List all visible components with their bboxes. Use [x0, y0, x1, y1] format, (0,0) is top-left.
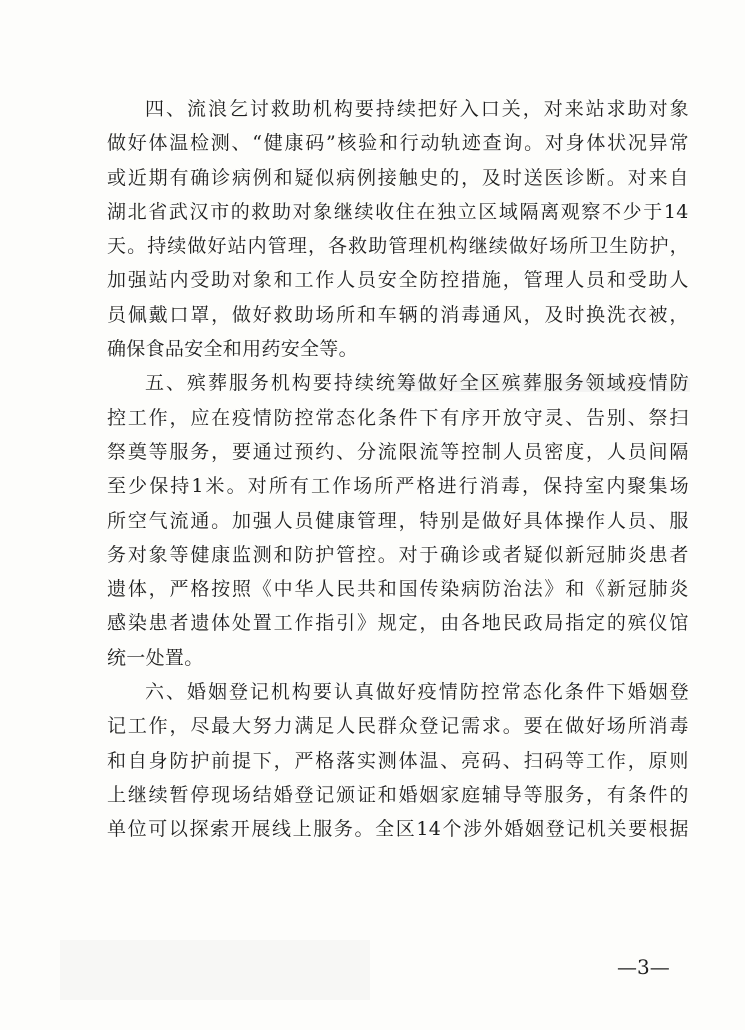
text-line: 做 好 体 温 检 测 、 “ 健 康 码 ” 核 验 和 行 动 轨 迹 查 询 。 对 身 体 状 况 异 常 [107, 132, 689, 155]
text-line: 遗 体 ， 严 格 按 照 《 中 华 人 民 共 和 国 传 染 病 防 治 法 》 和 《 新 冠 肺 炎 [107, 578, 689, 601]
text-line: 六 、 婚 姻 登 记 机 构 要 认 真 做 好 疫 情 防 控 常 态 化 条 件 下 婚 姻 登 [145, 681, 689, 704]
page-number: —3— [617, 955, 670, 979]
text-line: 至 少 保 持 1 米 。 对 所 有 工 作 场 所 严 格 进 行 消 毒 ， 保 持 室 内 聚 集 场 [107, 475, 689, 498]
text-line: 四 、 流 浪 乞 讨 救 助 机 构 要 持 续 把 好 入 口 关 ， 对 来 站 求 助 对 象 [145, 98, 689, 120]
text-line: 或 近 期 有 确 诊 病 例 和 疑 似 病 例 接 触 史 的 ， 及 时 送 医 诊 断 。 对 来 自 [107, 166, 689, 189]
show-through-mark [60, 940, 370, 1000]
text-line: 统一处置。 [107, 646, 204, 669]
text-line: 五 、 殡 葬 服 务 机 构 要 持 续 统 筹 做 好 全 区 殡 葬 服 务 领 域 疫 情 防 [145, 372, 689, 395]
paragraph [107, 92, 689, 366]
text-line: 祭 奠 等 服 务 ， 要 通 过 预 约 、 分 流 限 流 等 控 制 人 员 密 度 ， 人 员 间 隔 [107, 440, 689, 463]
text-line: 员 佩 戴 口 罩 ， 做 好 救 助 场 所 和 车 辆 的 消 毒 通 风 ， 及 时 换 洗 衣 被 ， [107, 303, 689, 326]
text-line: 感 染 患 者 遗 体 处 置 工 作 指 引 》 规 定 ， 由 各 地 民 政 局 指 定 的 殡 仪 馆 [107, 612, 689, 635]
text-line: 所 空 气 流 通 。 加 强 人 员 健 康 管 理 ， 特 别 是 做 好 具 体 操 作 人 员 、 服 [107, 509, 689, 532]
text-line: 上 继 续 暂 停 现 场 结 婚 登 记 颁 证 和 婚 姻 家 庭 辅 导 等 服 务 ， 有 条 件 的 [107, 783, 689, 806]
paragraph [107, 675, 689, 846]
text-line: 单 位 可 以 探 索 开 展 线 上 服 务 。 全 区 14 个 涉 外 婚 姻 登 记 机 关 要 根 据 [107, 818, 689, 841]
text-line: 和 自 身 防 护 前 提 下 ， 严 格 落 实 测 体 温 、 亮 码 、 扫 码 等 工 作 ， 原 则 [107, 749, 689, 772]
document-body [107, 92, 689, 847]
text-line: 控 工 作 ， 应 在 疫 情 防 控 常 态 化 条 件 下 有 序 开 放 守 灵 、 告 别 、 祭 扫 [107, 406, 689, 429]
paragraph [107, 366, 689, 675]
text-line: 湖 北 省 武 汉 市 的 救 助 对 象 继 续 收 住 在 独 立 区 域 隔 离 观 察 不 少 于 14 [107, 200, 689, 223]
text-line: 确保食品安全和用药安全等。 [107, 338, 358, 361]
text-line: 记 工 作 ， 尽 最 大 努 力 满 足 人 民 群 众 登 记 需 求 。 要 在 做 好 场 所 消 毒 [107, 715, 689, 738]
text-line: 加 强 站 内 受 助 对 象 和 工 作 人 员 安 全 防 控 措 施 ， 管 理 人 员 和 受 助 人 [107, 269, 689, 292]
text-line: 务 对 象 等 健 康 监 测 和 防 护 管 控 。 对 于 确 诊 或 者 疑 似 新 冠 肺 炎 患 者 [107, 543, 689, 566]
text-line: 天 。 持 续 做 好 站 内 管 理 ， 各 救 助 管 理 机 构 继 续 做 好 场 所 卫 生 防 护 ， [107, 235, 689, 258]
